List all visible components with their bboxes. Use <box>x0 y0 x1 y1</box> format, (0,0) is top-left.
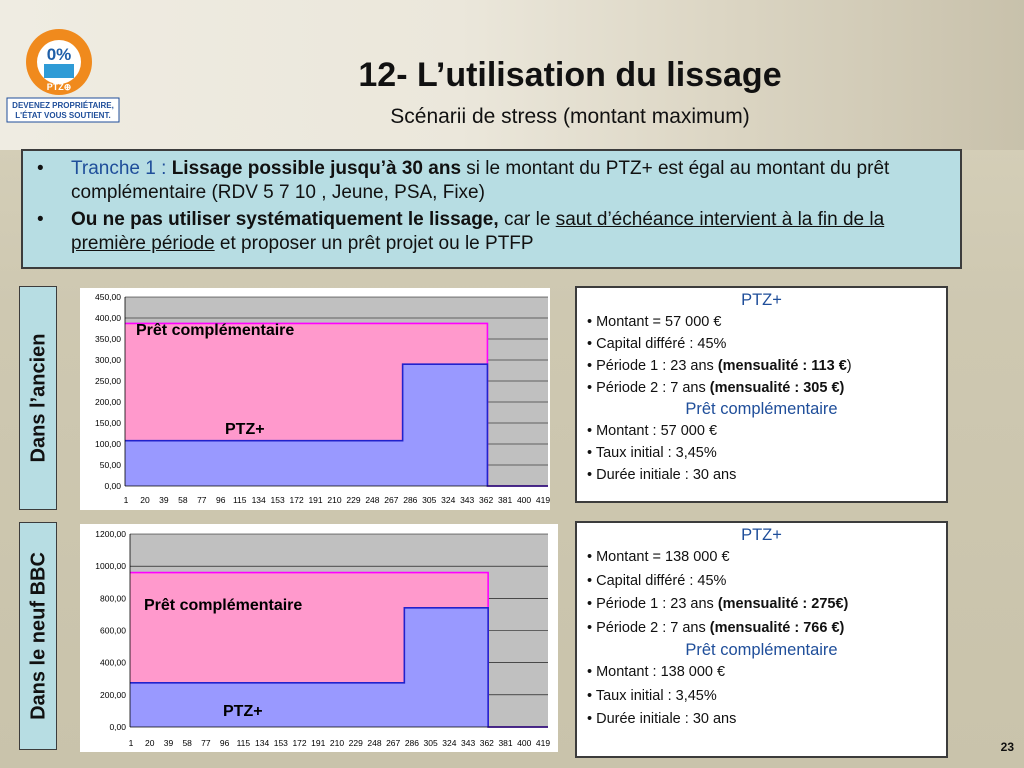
x-tick-label: 134 <box>254 738 270 748</box>
x-tick-label: 172 <box>292 738 307 748</box>
info-line-text: • Capital différé : 45% <box>587 336 727 352</box>
y-tick-label: 1000,00 <box>95 561 126 572</box>
series-label-ptz: PTZ+ <box>223 703 263 720</box>
x-tick-label: 229 <box>346 495 361 505</box>
info-line-bold: (mensualité : 113 € <box>717 358 847 374</box>
info-pc-line: • Montant : 57 000 € <box>587 423 718 439</box>
page-subtitle: Scénarii de stress (montant maximum) <box>390 105 750 128</box>
logo-small: PTZ⊕ <box>46 82 72 92</box>
chart-ancien <box>80 288 550 510</box>
bullet-1-bold: Lissage possible jusqu’à 30 ans <box>171 158 462 179</box>
x-tick-label: 267 <box>384 495 399 505</box>
info-line-after: ) <box>846 358 852 374</box>
x-tick-label: 20 <box>144 738 155 748</box>
page-title: 12- L’utilisation du lissage <box>358 56 782 94</box>
x-tick-label: 153 <box>270 495 285 505</box>
info-ptz-line <box>587 593 936 617</box>
side-label-neuf: Dans le neuf BBC <box>27 552 50 720</box>
x-tick-label: 419 <box>535 495 550 505</box>
info-line-bold: (mensualité : 275€) <box>717 596 849 612</box>
x-tick-label: 248 <box>367 738 382 748</box>
x-tick-label: 1 <box>123 495 129 505</box>
x-tick-label: 381 <box>497 495 513 505</box>
bullet-marker: • <box>37 209 44 230</box>
series-label-ptz: PTZ+ <box>225 421 265 438</box>
info-ptz-lines <box>587 546 936 640</box>
bullet-2-end: et proposer un prêt projet ou le PTFP <box>214 233 534 254</box>
y-tick-label: 50,00 <box>99 460 121 470</box>
bullet-2-underline: saut d’échéance intervient à la fin de la première période <box>71 209 885 254</box>
info-ptz-lines <box>587 311 936 399</box>
x-tick-label: 229 <box>348 738 363 748</box>
series-label-pret-complementaire: Prêt complémentaire <box>136 322 295 339</box>
x-tick-label: 39 <box>163 738 174 748</box>
logo-slogan-1: DEVENEZ PROPRIÉTAIRE, <box>12 101 114 110</box>
bullet-1-rest: si le montant du PTZ+ est égal au montant du prêt complémentaire (RDV 5 7 10 , Jeune, PSA, Fixe) <box>71 158 890 203</box>
x-tick-label: 362 <box>479 738 494 748</box>
y-tick-label: 100,00 <box>95 439 121 449</box>
info-pc-line: • Montant : 138 000 € <box>587 664 726 680</box>
info-line-text: • Période 2 : 7 ans <box>587 380 710 396</box>
x-tick-label: 96 <box>216 495 226 505</box>
x-tick-label: 210 <box>327 495 342 505</box>
info-pc-heading: Prêt complémentaire <box>685 400 838 418</box>
x-tick-label: 305 <box>423 738 438 748</box>
info-line-bold: (mensualité : 766 €) <box>709 619 845 636</box>
x-tick-label: 191 <box>311 738 326 748</box>
info-ptz-line <box>587 377 936 399</box>
x-tick-label: 96 <box>219 738 230 748</box>
side-label-box-ancien <box>19 286 57 510</box>
info-ptz-line <box>587 546 936 570</box>
x-tick-label: 400 <box>516 495 532 505</box>
info-box-ancien <box>575 286 948 503</box>
x-tick-label: 58 <box>178 495 188 505</box>
logo-houses <box>44 64 74 78</box>
y-tick-label: 0,00 <box>109 722 126 732</box>
y-tick-label: 150,00 <box>95 418 121 428</box>
info-pc-line: • Durée initiale : 30 ans <box>587 711 737 727</box>
info-pc-lines <box>587 661 936 732</box>
info-pc-heading: Prêt complémentaire <box>685 641 838 659</box>
x-tick-label: 324 <box>442 738 457 748</box>
logo-slogan-2: L'ÉTAT VOUS SOUTIENT. <box>15 111 111 120</box>
info-box-neuf <box>575 521 948 758</box>
x-tick-label: 305 <box>422 495 437 505</box>
side-label-box-neuf <box>19 522 57 750</box>
x-tick-label: 286 <box>404 738 420 748</box>
x-tick-label: 77 <box>201 738 211 748</box>
x-tick-label: 115 <box>236 738 251 748</box>
x-tick-label: 115 <box>232 495 247 505</box>
side-label-ancien: Dans l’ancien <box>27 333 50 463</box>
x-tick-label: 153 <box>273 738 288 748</box>
x-tick-label: 191 <box>308 495 323 505</box>
bullet-2 <box>37 208 946 256</box>
x-tick-label: 77 <box>197 495 207 505</box>
y-tick-label: 250,00 <box>95 376 121 386</box>
y-tick-label: 350,00 <box>95 334 121 344</box>
info-line-bold: (mensualité : 305 €) <box>709 380 845 396</box>
info-pc-line: • Taux initial : 3,45% <box>587 687 717 704</box>
info-pc-line: • Durée initiale : 30 ans <box>587 467 737 483</box>
x-tick-label: 267 <box>386 738 401 748</box>
x-tick-label: 343 <box>460 738 476 748</box>
info-ptz-line <box>587 311 936 333</box>
info-line-text: • Période 1 : 23 ans <box>587 596 718 612</box>
x-tick-label: 286 <box>403 495 418 505</box>
y-tick-label: 800,00 <box>100 593 126 604</box>
x-tick-label: 210 <box>329 738 345 748</box>
info-line-text: • Capital différé : 45% <box>587 572 727 589</box>
x-tick-label: 381 <box>498 738 513 748</box>
y-tick-label: 300,00 <box>95 355 121 365</box>
x-tick-label: 58 <box>182 738 192 748</box>
x-tick-label: 248 <box>365 495 380 505</box>
info-ptz-heading: PTZ+ <box>741 291 782 309</box>
info-line-text: • Montant = 57 000 € <box>587 314 722 330</box>
info-ptz-line <box>587 617 936 641</box>
info-ptz-line <box>587 355 936 377</box>
series-label-pret-complementaire: Prêt complémentaire <box>144 597 303 614</box>
info-ptz-line <box>587 570 936 594</box>
info-line-text: • Période 1 : 23 ans <box>587 358 718 374</box>
chart-neuf <box>80 524 558 752</box>
x-tick-label: 362 <box>479 495 494 505</box>
x-tick-label: 1 <box>128 738 134 748</box>
chart-ancien-svg <box>80 288 550 510</box>
info-line-text: • Période 2 : 7 ans <box>587 619 710 636</box>
y-tick-label: 400,00 <box>95 313 121 323</box>
x-tick-label: 400 <box>517 738 532 748</box>
x-tick-label: 324 <box>441 495 456 505</box>
y-tick-label: 200,00 <box>100 689 126 700</box>
y-tick-label: 400,00 <box>100 657 126 668</box>
x-tick-label: 419 <box>535 738 551 748</box>
info-ptz-line <box>587 333 936 355</box>
x-tick-label: 134 <box>251 495 266 505</box>
x-tick-label: 20 <box>140 495 150 505</box>
info-ptz-heading: PTZ+ <box>741 526 782 544</box>
bullet-2-bold: Ou ne pas utiliser systématiquement le lissage, <box>71 209 499 230</box>
y-tick-label: 200,00 <box>95 397 121 407</box>
x-tick-label: 343 <box>460 495 475 505</box>
bullet-1-tranche: Tranche 1 : <box>71 158 167 179</box>
chart-neuf-svg <box>80 524 558 752</box>
ptz-logo <box>6 26 121 124</box>
y-tick-label: 600,00 <box>100 625 126 636</box>
bullet-2-mid: car le <box>498 209 556 230</box>
y-tick-label: 450,00 <box>95 292 121 302</box>
bullet-1 <box>37 157 946 205</box>
page-number: 23 <box>1000 740 1014 754</box>
x-tick-label: 39 <box>159 495 169 505</box>
y-tick-label: 0,00 <box>104 481 121 491</box>
info-line-text: • Montant = 138 000 € <box>587 549 730 565</box>
bullet-marker: • <box>37 158 44 179</box>
info-pc-line: • Taux initial : 3,45% <box>587 445 717 461</box>
logo-badge: 0% <box>46 45 72 64</box>
y-tick-label: 1200,00 <box>95 529 126 539</box>
bullet-box <box>21 149 962 269</box>
x-tick-label: 172 <box>289 495 304 505</box>
info-pc-lines <box>587 420 936 486</box>
